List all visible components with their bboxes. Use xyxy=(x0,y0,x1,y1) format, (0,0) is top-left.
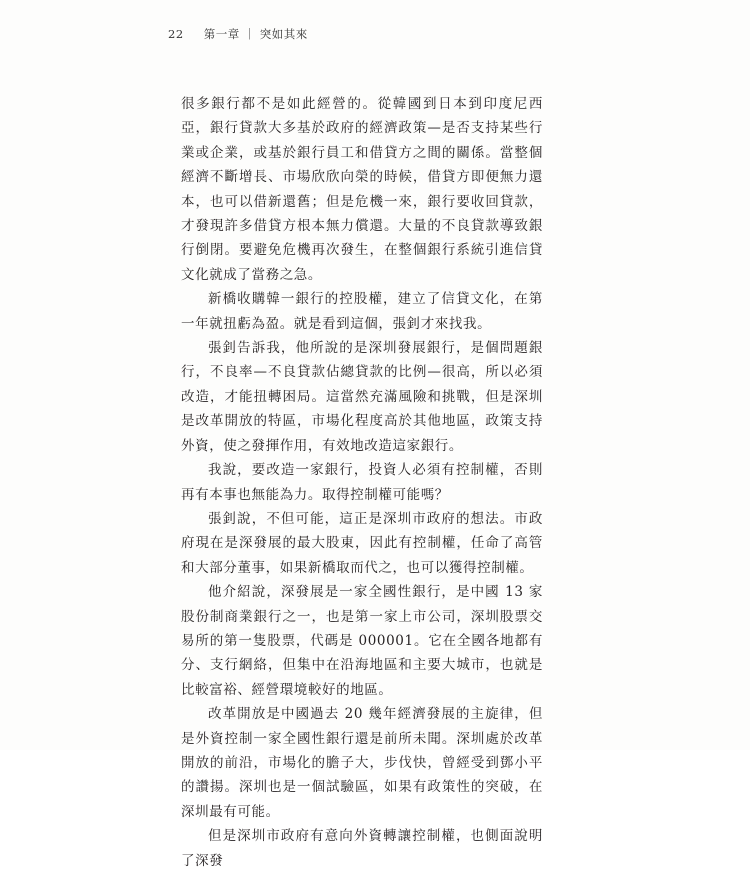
chapter-label: 第一章 xyxy=(203,27,240,41)
paragraph: 張釗說，不但可能，這正是深圳市政府的想法。市政府現在是深發展的最大股東，因此有控制權，任命了高管和大部分董事，如果新橋取而代之，也可以獲得控制權。 xyxy=(181,510,543,576)
paragraph: 新橋收購韓一銀行的控股權，建立了信貸文化，在第一年就扭虧為盈。就是看到這個，張釗才來找我。 xyxy=(181,291,543,332)
body-text xyxy=(181,92,543,873)
page-number: 22 xyxy=(168,27,184,41)
paragraph-last: 但是深圳市政府有意向外資轉讓控制權，也側面說明了深發 xyxy=(181,828,543,869)
paragraph: 他介紹說，深發展是一家全國性銀行，是中國 13 家股份制商業銀行之一，也是第一家上市公司，深圳股票交易所的第一隻股票，代碼是 000001。它在全國各地都有分、支行網絡，但集中在沿海地區和主要大城市，也就是比較富裕、經營環境較好的地區。 xyxy=(181,584,543,698)
paragraph: 改革開放是中國過去 20 幾年經濟發展的主旋律，但是外資控制一家全國性銀行還是前所未聞。深圳處於改革開放的前沿，市場化的膽子大，步伐快，曾經受到鄧小平的讚揚。深圳也是一個試驗區，如果有政策性的突破，在深圳最有可能。 xyxy=(181,706,543,820)
running-header xyxy=(168,26,308,42)
chapter-title: 突如其來 xyxy=(259,27,308,41)
paragraph-continued: 很多銀行都不是如此經營的。從韓國到日本到印度尼西亞，銀行貸款大多基於政府的經濟政策—是否支持某些行業或企業，或基於銀行員工和借貸方之間的關係。當整個經濟不斷增長、市場欣欣向榮的時候，借貸方即便無力還本，也可以借新還舊；但是危機一來，銀行要收回貸款，才發現許多借貸方根本無力償還。大量的不良貸款導致銀行倒閉。要避免危機再次發生，在整個銀行系統引進信貸文化就成了當務之急。 xyxy=(181,96,543,283)
paragraph: 我說，要改造一家銀行，投資人必須有控制權，否則再有本事也無能為力。取得控制權可能嗎？ xyxy=(181,462,543,503)
paragraph: 張釗告訴我，他所說的是深圳發展銀行，是個問題銀行，不良率—不良貸款佔總貸款的比例—很高，所以必須改造，才能扭轉困局。這當然充滿風險和挑戰，但是深圳是改革開放的特區，市場化程度高於其他地區，政策支持外資，使之發揮作用，有效地改造這家銀行。 xyxy=(181,340,543,454)
header-separator: ｜ xyxy=(243,27,256,41)
